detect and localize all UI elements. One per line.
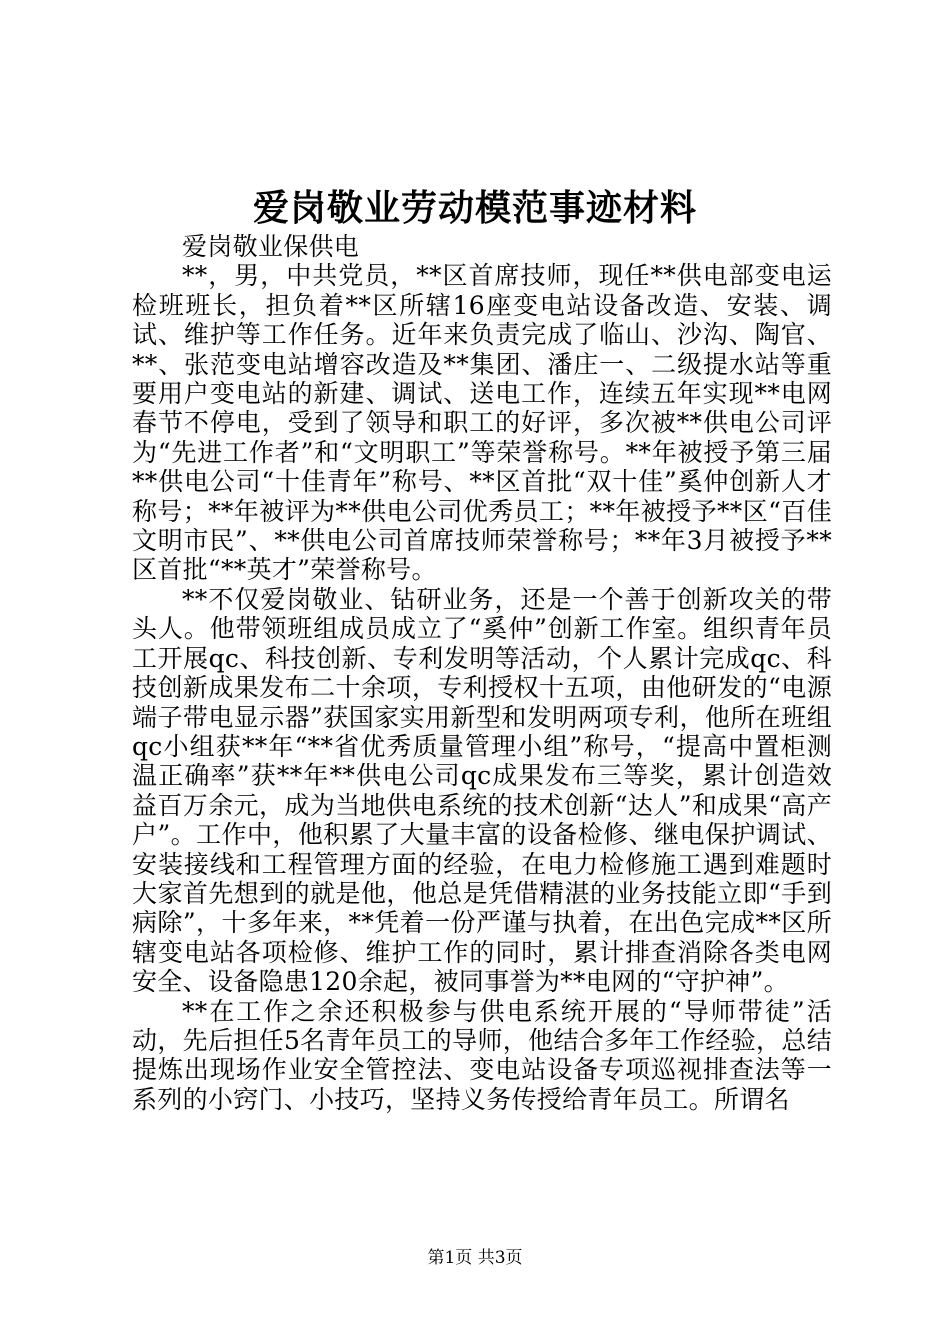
page-title: 爱岗敬业劳动模范事迹材料 [252, 187, 697, 229]
paragraph-3: **在工作之余还积极参与供电系统开展的“导师带徒”活动，先后担任5名青年员工的导师，他结合多年工作经验，总结提炼出现场作业安全管控法、变电站设备专项巡视排查法等一系列的小窍门、小技巧，坚持义务传授给青年员工。所谓名 [132, 996, 832, 1114]
document-body [132, 232, 832, 1114]
paragraph-1: **，男，中共党员，**区首席技师，现任**供电部变电运检班班长，担负着**区所辖16座变电站设备改造、安装、调试、维护等工作任务。近年来负责完成了临山、沙沟、陶官、**、张范变电站增容改造及**集团、潘庄一、二级提水站等重要用户变电站的新建、调试、送电工作，连续五年实现**电网春节不停电，受到了领导和职工的好评，多次被**供电公司评为“先进工作者”和“文明职工”等荣誉称号。**年被授予第三届**供电公司“十佳青年”称号、**区首批“双十佳”奚仲创新人才称号；**年被评为**供电公司优秀员工；**年被授予**区“百佳文明市民”、**供电公司首席技师荣誉称号；**年3月被授予**区首批“**英才”荣誉称号。 [132, 261, 832, 585]
document-subtitle: 爱岗敬业保供电 [182, 232, 360, 261]
page-footer: 第1页 共3页 [427, 1248, 523, 1268]
paragraph-2: **不仅爱岗敬业、钻研业务，还是一个善于创新攻关的带头人。他带领班组成员成立了“奚仲”创新工作室。组织青年员工开展qc、科技创新、专利发明等活动，个人累计完成qc、科技创新成果发布二十余项，专利授权十五项，由他研发的“电源端子带电显示器”获国家实用新型和发明两项专利，他所在班组qc小组获**年“**省优秀质量管理小组”称号，“提高中置柜测温正确率”获**年**供电公司qc成果发布三等奖，累计创造效益百万余元，成为当地供电系统的技术创新“达人”和成果“高产户”。工作中，他积累了大量丰富的设备检修、继电保护调试、安装接线和工程管理方面的经验，在电力检修施工遇到难题时大家首先想到的就是他，他总是凭借精湛的业务技能立即“手到病除”，十多年来，**凭着一份严谨与执着，在出色完成**区所辖变电站各项检修、维护工作的同时，累计排查消除各类电网安全、设备隐患120余起，被同事誉为**电网的“守护神”。 [132, 584, 832, 997]
